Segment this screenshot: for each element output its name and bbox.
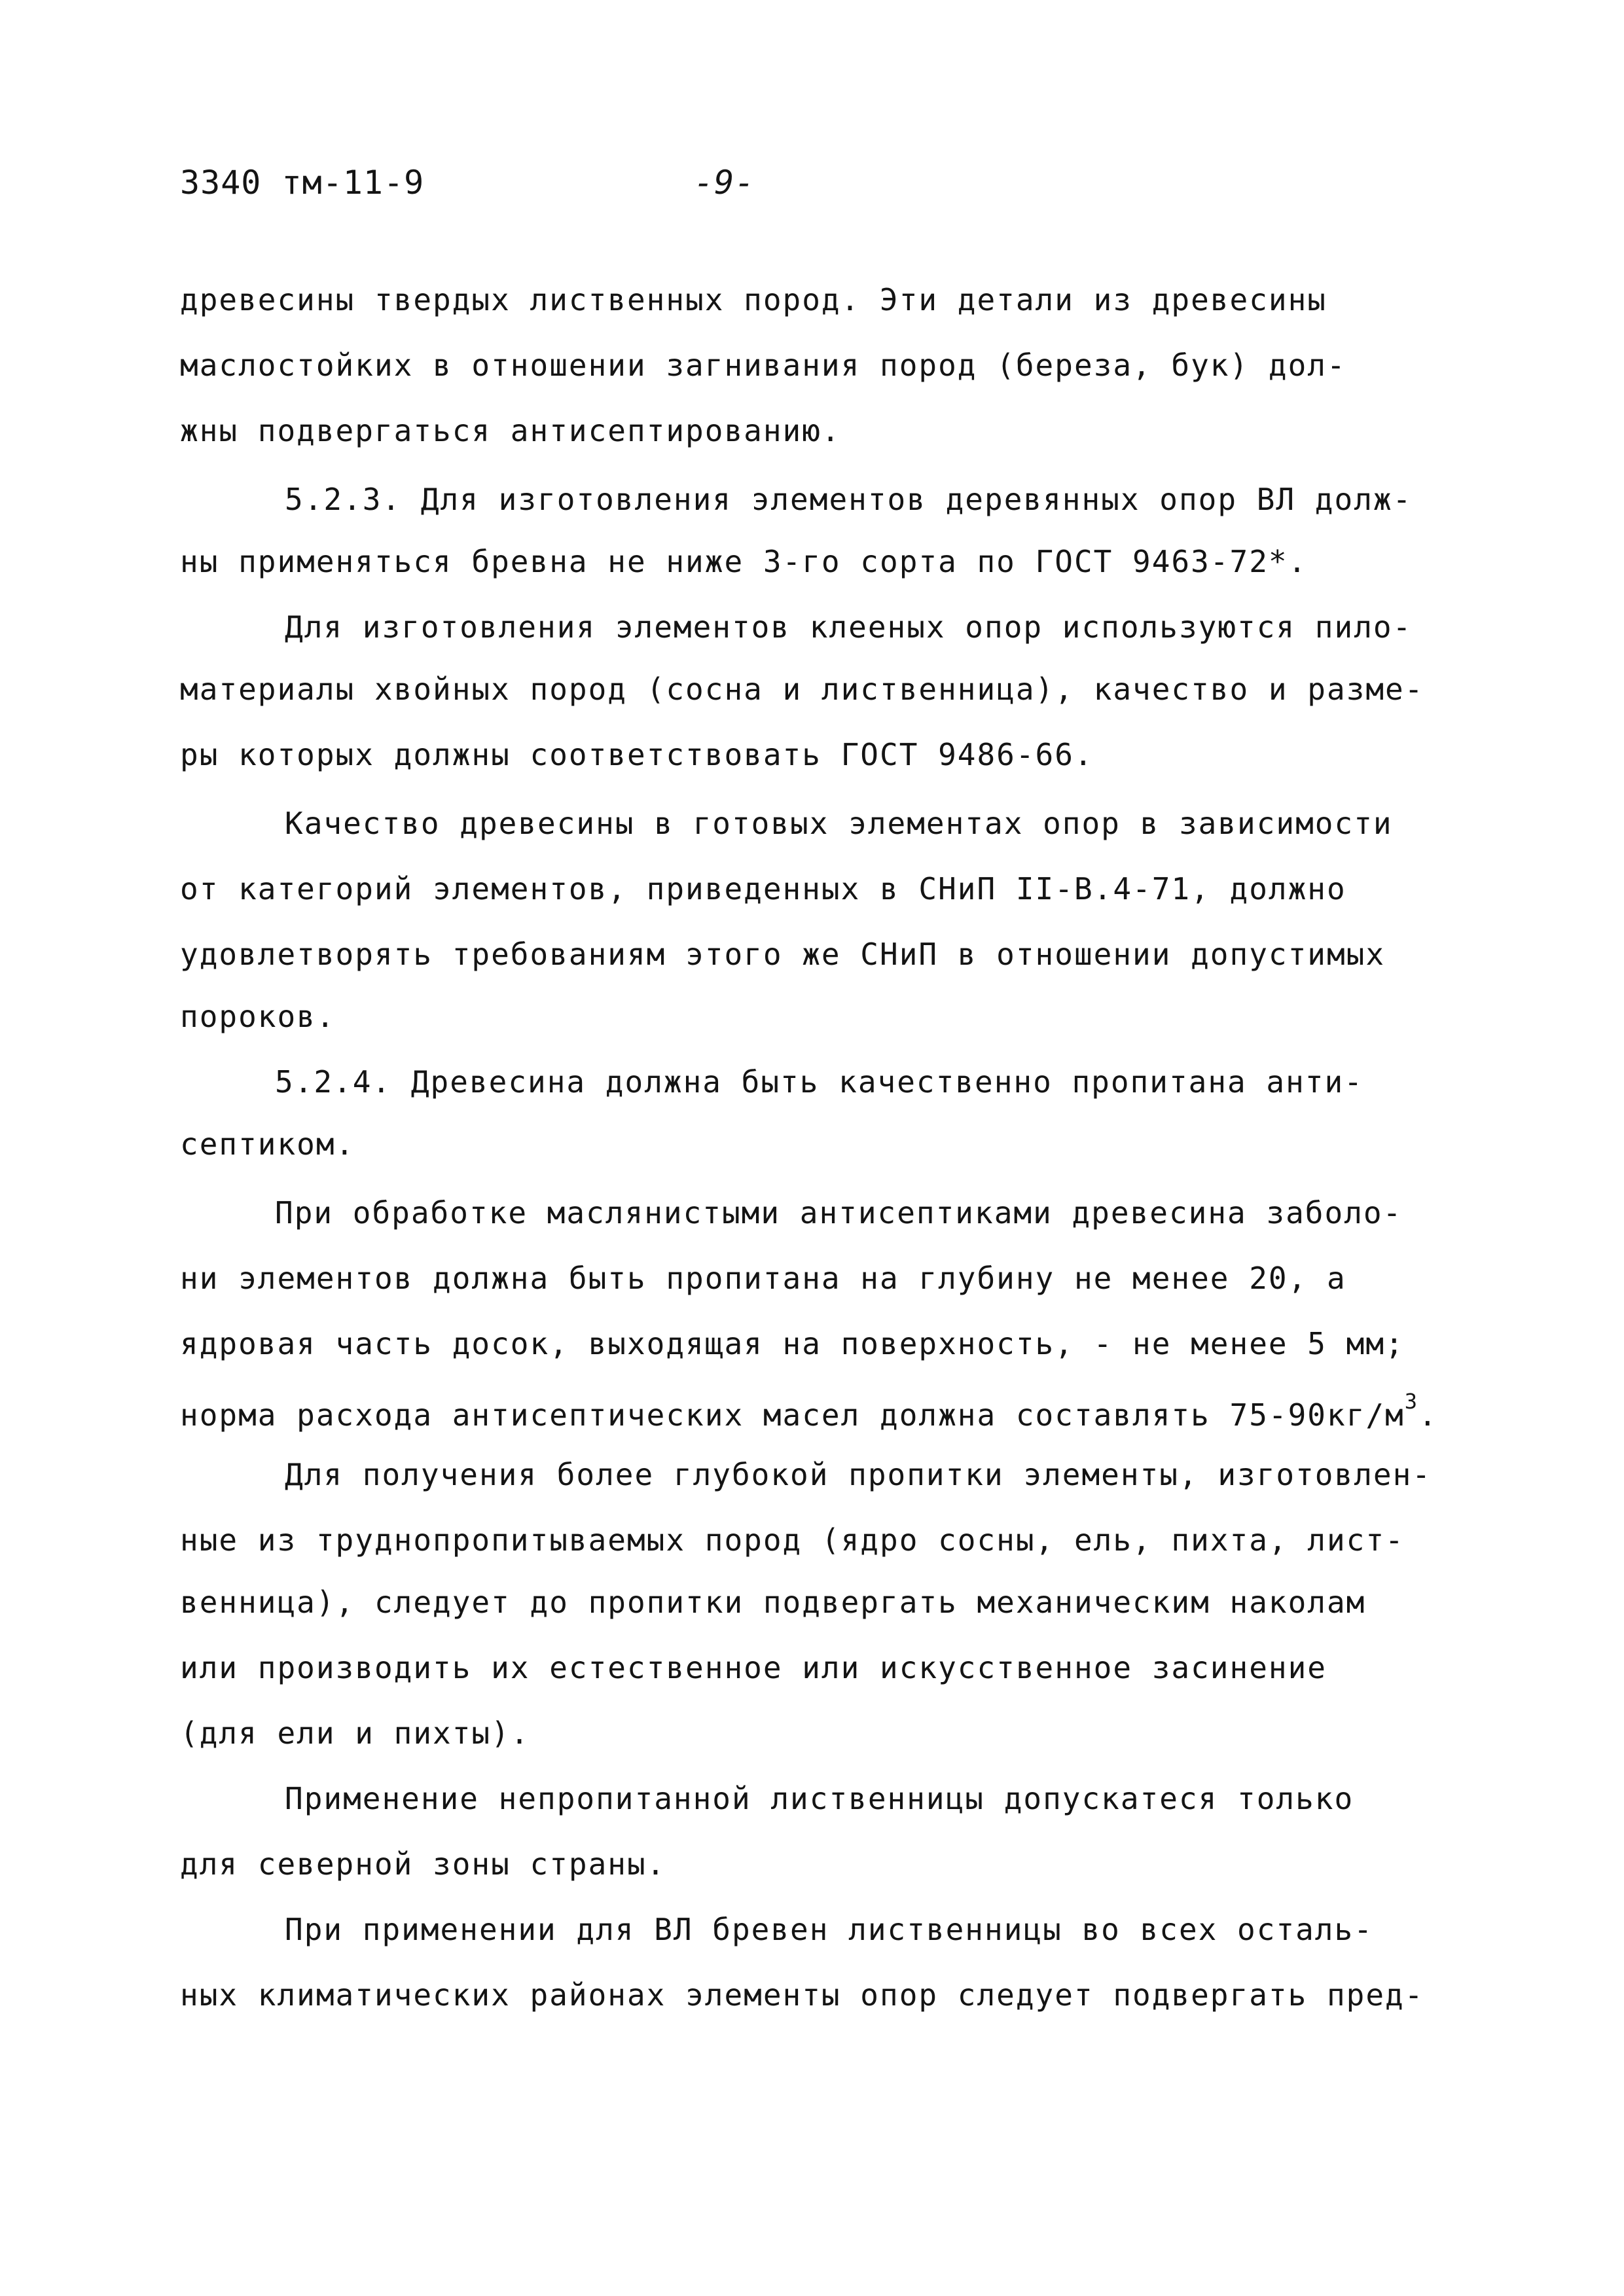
text-line: маслостойких в отношении загнивания пород (береза, бук) дол- (180, 348, 1346, 383)
text-line: пороков. (180, 999, 336, 1034)
text-line: ни элементов должна быть пропитана на глубину не менее 20, а (180, 1261, 1346, 1296)
text-line: ных климатических районах элементы опор следует подвергать пред- (180, 1977, 1424, 2013)
text-line: для северной зоны страны. (180, 1846, 666, 1882)
text-line: (для ели и пихты). (180, 1715, 530, 1751)
text-line: жны подвергаться антисептированию. (180, 413, 841, 448)
text-line: ядровая часть досок, выходящая на поверхность, - не менее 5 мм; (180, 1326, 1405, 1361)
text-line: ны применяться бревна не ниже 3-го сорта по ГОСТ 9463-72*. (180, 544, 1308, 579)
page-number: -9- (694, 164, 755, 202)
text-span: норма расхода антисептических масел должна составлять 75-90кг/м (180, 1397, 1405, 1433)
document-code: 3340 тм-11-9 (180, 164, 425, 202)
text-line: материалы хвойных пород (сосна и лиственница), качество и разме- (180, 672, 1424, 707)
text-line: Применение непропитанной лиственницы допускатеся только (285, 1781, 1354, 1816)
text-line: Для получения более глубокой пропитки элементы, изготовлен- (285, 1457, 1432, 1492)
text-line: удовлетворять требованиям этого же СНиП в отношении допустимых (180, 937, 1386, 972)
text-line: При применении для ВЛ бревен лиственницы во всех осталь- (285, 1912, 1373, 1947)
text-line: или производить их естественное или искусственное засинение (180, 1650, 1327, 1685)
text-line-with-unit (180, 1389, 1438, 1433)
text-line: септиком. (180, 1126, 355, 1162)
clause-5-2-3: 5.2.3. Для изготовления элементов деревянных опор ВЛ долж- (285, 482, 1413, 517)
text-line: Для изготовления элементов клееных опор используются пило- (285, 609, 1413, 645)
clause-5-2-4: 5.2.4. Древесина должна быть качественно пропитана анти- (275, 1064, 1363, 1100)
text-line: венница), следует до пропитки подвергать механическим наколам (180, 1585, 1366, 1620)
text-line: древесины твердых лиственных пород. Эти детали из древесины (180, 282, 1327, 317)
superscript: 3 (1404, 1389, 1419, 1414)
text-line: ные из труднопропитываемых пород (ядро сосны, ель, пихта, лист- (180, 1522, 1405, 1558)
text-line: от категорий элементов, приведенных в СНиП II-В.4-71, должно (180, 871, 1346, 906)
text-line: ры которых должны соответствовать ГОСТ 9486-66. (180, 737, 1094, 772)
text-line: При обработке маслянистыми антисептиками древесина заболо- (275, 1195, 1403, 1230)
text-span: . (1418, 1397, 1438, 1433)
text-line: Качество древесины в готовых элементах опор в зависимости (285, 806, 1393, 841)
